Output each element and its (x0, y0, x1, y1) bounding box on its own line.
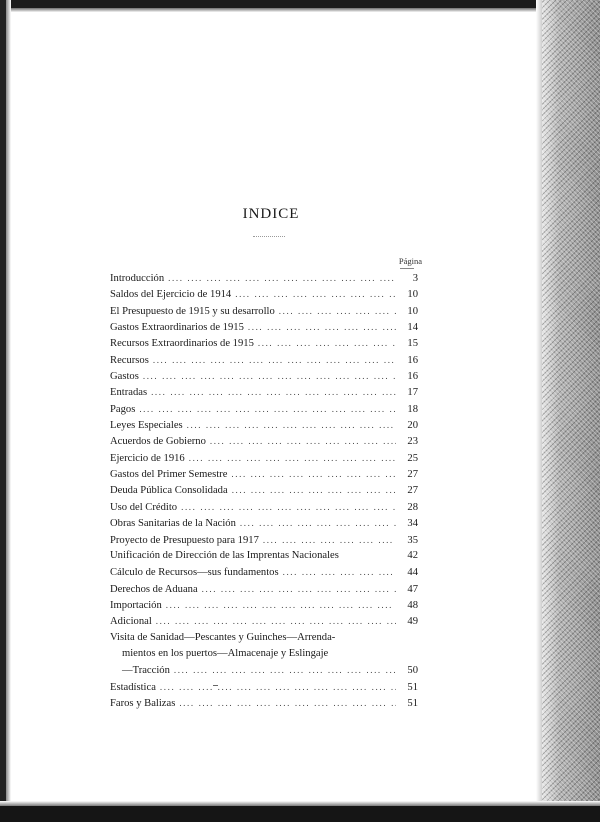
toc-entry-visita-sanidad-line3 (110, 662, 418, 678)
toc-entry-label: Faros y Balizas (110, 697, 176, 709)
dot-leader (231, 466, 396, 482)
scan-left-shadow (6, 0, 11, 822)
toc-entry-page: 48 (407, 599, 418, 611)
toc-entry-page: 51 (407, 697, 418, 709)
toc-entry-page: 3 (412, 273, 418, 284)
dot-leader (168, 270, 396, 286)
toc-entry-adicional[interactable] (110, 613, 418, 629)
dot-leader (248, 319, 396, 335)
toc-entry-page: 14 (407, 322, 418, 334)
toc-entry-label: Recursos (110, 354, 149, 366)
index-title: INDICE (242, 206, 300, 222)
toc-entry-uso-credito[interactable] (110, 499, 418, 515)
toc-entry-label: Estadística (110, 681, 156, 693)
toc-entry-label: Gastos del Primer Semestre (110, 469, 228, 481)
toc-entry-label: Gastos (110, 371, 139, 383)
dot-leader (187, 417, 396, 433)
toc-entry-page: 16 (407, 371, 418, 383)
dot-leader (210, 433, 396, 449)
toc-entry-faros-balizas[interactable] (110, 695, 418, 711)
toc-entry-derechos-aduana[interactable] (110, 581, 418, 597)
toc-entry-obras-sanitarias[interactable] (110, 515, 418, 531)
toc-entry-visita-sanidad[interactable] (110, 630, 418, 646)
toc-entry-label: Deuda Pública Consolidada (110, 485, 228, 497)
dot-leader (263, 532, 396, 548)
toc-entry-label: Cálculo de Recursos—sus fundamentos (110, 567, 279, 579)
toc-entry-page: 27 (407, 469, 418, 481)
toc-entry-page: 47 (407, 583, 418, 595)
toc-entry-page: 42 (407, 549, 418, 561)
toc-entry-page: 50 (407, 665, 418, 677)
toc-entry-page: 35 (407, 534, 418, 546)
dot-leader (160, 679, 396, 695)
dot-leader (181, 499, 396, 515)
toc-entry-visita-sanidad-line2 (110, 646, 418, 662)
scan-top-border (0, 0, 600, 8)
toc-entry-recursos[interactable] (110, 352, 418, 368)
toc-entry-page: 44 (407, 567, 418, 579)
toc-entry-leyes-especiales[interactable] (110, 417, 418, 433)
dot-leader (279, 303, 396, 319)
toc-entry-label: Adicional (110, 616, 152, 628)
title-ornament-rule (253, 236, 285, 238)
toc-entry-introduccion[interactable] (110, 270, 418, 286)
dot-leader (139, 401, 396, 417)
dot-leader (151, 384, 396, 400)
dot-leader (174, 662, 396, 678)
toc-entry-page: 10 (407, 289, 418, 301)
toc-entry-page: 17 (407, 387, 418, 399)
toc-entry-presupuesto-1915[interactable] (110, 303, 418, 319)
dot-leader (258, 335, 396, 351)
toc-entry-page: 15 (407, 338, 418, 350)
toc-entry-label: Saldos del Ejercicio de 1914 (110, 289, 232, 301)
toc-entry-page: 10 (407, 305, 418, 317)
toc-entry-page: 27 (407, 485, 418, 497)
toc-entry-proyecto-presupuesto[interactable] (110, 532, 418, 548)
dot-leader (143, 368, 396, 384)
dot-leader (179, 695, 396, 711)
dot-leader (235, 286, 396, 302)
toc-entry-label: El Presupuesto de 1915 y su desarrollo (110, 305, 275, 317)
toc-entry-label: Proyecto de Presupuesto para 1917 (110, 534, 259, 546)
toc-entry-label: Derechos de Aduana (110, 583, 198, 595)
dot-leader (189, 450, 396, 466)
toc-entry-page: 20 (407, 420, 418, 432)
scan-right-texture (542, 0, 600, 822)
toc-entry-saldos-1914[interactable] (110, 286, 418, 302)
dot-leader (240, 515, 396, 531)
toc-entry-pagos[interactable] (110, 401, 418, 417)
toc-entry-entradas[interactable] (110, 384, 418, 400)
toc-entry-gastos-extraordinarios[interactable] (110, 319, 418, 335)
toc-entry-deuda-publica[interactable] (110, 482, 418, 498)
toc-entry-page: 23 (407, 436, 418, 448)
toc-entry-label: Importación (110, 599, 162, 611)
toc-entry-page: 18 (407, 403, 418, 415)
toc-entry-calculo-recursos[interactable] (110, 564, 418, 580)
toc-entry-gastos-primer-semestre[interactable] (110, 466, 418, 482)
toc-entry-ejercicio-1916[interactable] (110, 450, 418, 466)
scan-top-shadow (0, 8, 600, 12)
toc-entry-label: Obras Sanitarias de la Nación (110, 518, 236, 530)
toc-entry-label: Introducción (110, 273, 165, 284)
toc-entry-label: Entradas (110, 387, 148, 399)
toc-entry-page: 16 (407, 354, 418, 366)
page-column-underline (400, 268, 414, 269)
toc-entry-page: 51 (407, 681, 418, 693)
dot-leader (166, 597, 396, 613)
dot-leader (153, 352, 396, 368)
toc-entry-gastos[interactable] (110, 368, 418, 384)
stray-print-mark (213, 685, 218, 686)
toc-entry-page: 49 (407, 616, 418, 628)
toc-entry-label: Acuerdos de Gobierno (110, 436, 206, 448)
toc-entry-label: Unificación de Dirección de las Imprentas Nacionales (110, 549, 339, 561)
toc-entry-label: —Tracción (122, 665, 170, 677)
toc-entry-label: mientos en los puertos—Almacenaje y Eslingaje (122, 647, 329, 659)
page-column-label: Página (398, 256, 422, 266)
toc-entry-recursos-extraordinarios[interactable] (110, 335, 418, 351)
toc-entry-label: Visita de Sanidad—Pescantes y Guinches—Arrenda- (110, 631, 336, 643)
toc-entry-page: 25 (407, 452, 418, 464)
dot-leader (232, 482, 396, 498)
toc-entry-page: 28 (407, 501, 418, 513)
table-of-contents (110, 270, 418, 711)
toc-entry-label: Uso del Crédito (110, 501, 178, 513)
dot-leader (283, 564, 396, 580)
toc-entry-label: Gastos Extraordinarios de 1915 (110, 322, 244, 334)
toc-entry-importacion[interactable] (110, 597, 418, 613)
toc-entry-label: Ejercicio de 1916 (110, 452, 185, 464)
toc-entry-label: Pagos (110, 403, 136, 415)
dot-leader (202, 581, 396, 597)
toc-entry-unificacion-imprentas[interactable] (110, 548, 418, 564)
toc-entry-estadistica[interactable] (110, 679, 418, 695)
toc-entry-acuerdos-gobierno[interactable] (110, 433, 418, 449)
toc-entry-label: Recursos Extraordinarios de 1915 (110, 338, 254, 350)
toc-entry-page: 34 (407, 518, 418, 530)
dot-leader (156, 613, 396, 629)
scan-bottom-border (0, 806, 600, 822)
toc-entry-label: Leyes Especiales (110, 420, 183, 432)
